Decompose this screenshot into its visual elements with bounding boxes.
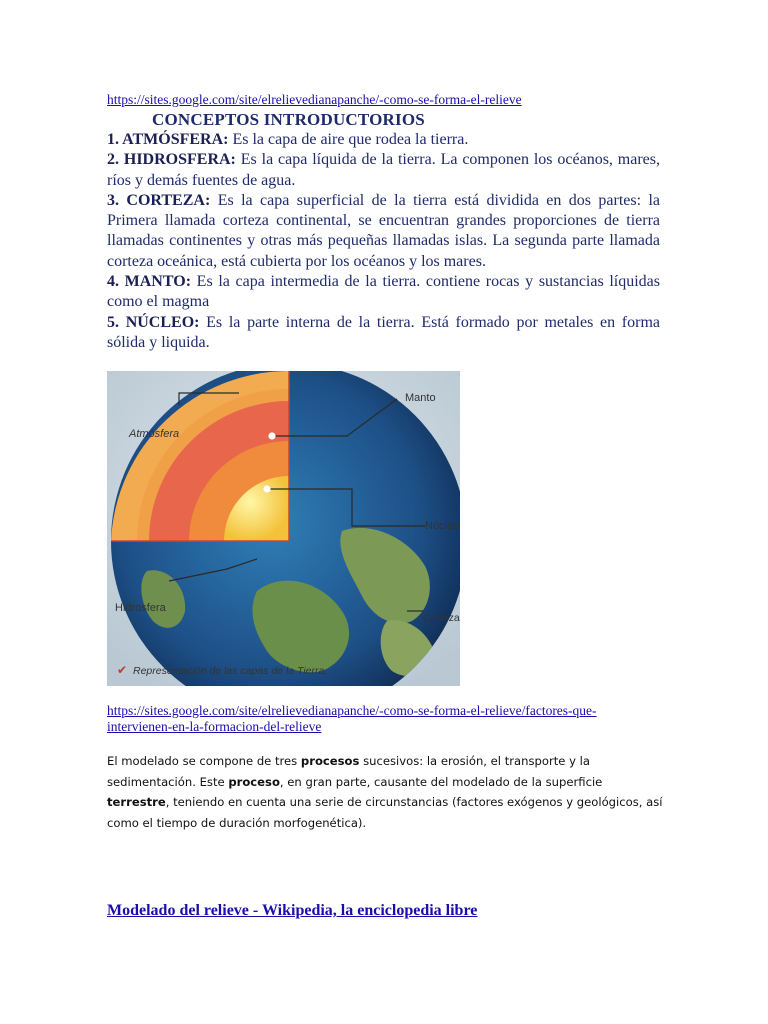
- term: 5. NÚCLEO:: [107, 313, 200, 331]
- paragraph-bold: proceso: [228, 774, 280, 789]
- paragraph-text: El modelado se compone de tres: [107, 754, 301, 768]
- source-link-2[interactable]: https://sites.google.com/site/elrelievedianapanche/-como-se-forma-el-relieve/factores-que-intervienen-en-la-formacion-del-relieve: [107, 703, 597, 734]
- wikipedia-link[interactable]: Modelado del relieve - Wikipedia, la enciclopedia libre: [107, 902, 478, 919]
- paragraph-text: , teniendo en cuenta una serie de circunstancias (factores exógenos y geológicos, así como el tiempo de duración morfogenética).: [107, 795, 663, 830]
- term: 1. ATMÓSFERA:: [107, 131, 229, 148]
- paragraph-bold: terrestre: [107, 795, 166, 809]
- definition-text: Es la capa intermedia de la tierra. contiene rocas y sustancias líquidas como el magma: [107, 273, 661, 311]
- definition-text: Es la parte interna de la tierra. Está formado por metales en forma sólida y liquida.: [107, 313, 660, 351]
- definition-text: Es la capa superficial de la tierra está dividida en dos partes: la Primera llamada corteza continental, se encuentran grandes proporciones de tierra llamadas continentes y otras más pequeñas llamadas islas. La segunda parte llamada corteza oceánica, está cubierta por los océanos y los mares.: [107, 191, 661, 270]
- label-manto: Manto: [405, 392, 436, 404]
- definition-text: Es la capa de aire que rodea la tierra.: [228, 131, 469, 148]
- figure-caption: Representación de las capas de la Tierra.: [133, 665, 328, 677]
- definition-manto: [107, 272, 660, 313]
- modelado-paragraph: [107, 751, 667, 833]
- label-atmosfera: Atmósfera: [129, 428, 180, 440]
- paragraph-text: , en gran parte, causante del modelado de la superficie: [279, 774, 603, 789]
- term: 2. HIDROSFERA:: [107, 151, 236, 169]
- term: 4. MANTO:: [107, 273, 192, 291]
- definition-text: Es la capa líquida de la tierra. La componen los océanos, mares, ríos y demás fuentes de agua.: [107, 151, 660, 189]
- check-icon: ✔: [117, 663, 128, 677]
- definition-atmosfera: [107, 130, 660, 150]
- label-hidrosfera: Hidrosfera: [115, 602, 166, 614]
- earth-layers-figure: [107, 371, 460, 686]
- section-heading: CONCEPTOS INTRODUCTORIOS: [152, 110, 425, 129]
- definitions-list: [107, 130, 660, 353]
- definition-nucleo: [107, 313, 660, 354]
- definition-hidrosfera: [107, 150, 660, 191]
- label-corteza: Corteza: [423, 612, 460, 624]
- paragraph-bold: procesos: [300, 754, 360, 768]
- source-link-1[interactable]: https://sites.google.com/site/elrelievedianapanche/-como-se-forma-el-relieve: [107, 92, 522, 107]
- term: 3. CORTEZA:: [107, 191, 211, 209]
- paragraph-text: sucesivos: la erosión, el transporte y la sedimentación. Este: [107, 754, 590, 789]
- label-nucleo: Núcleo: [425, 520, 460, 532]
- definition-corteza: [107, 191, 660, 272]
- earth-layers-illustration: [107, 371, 460, 686]
